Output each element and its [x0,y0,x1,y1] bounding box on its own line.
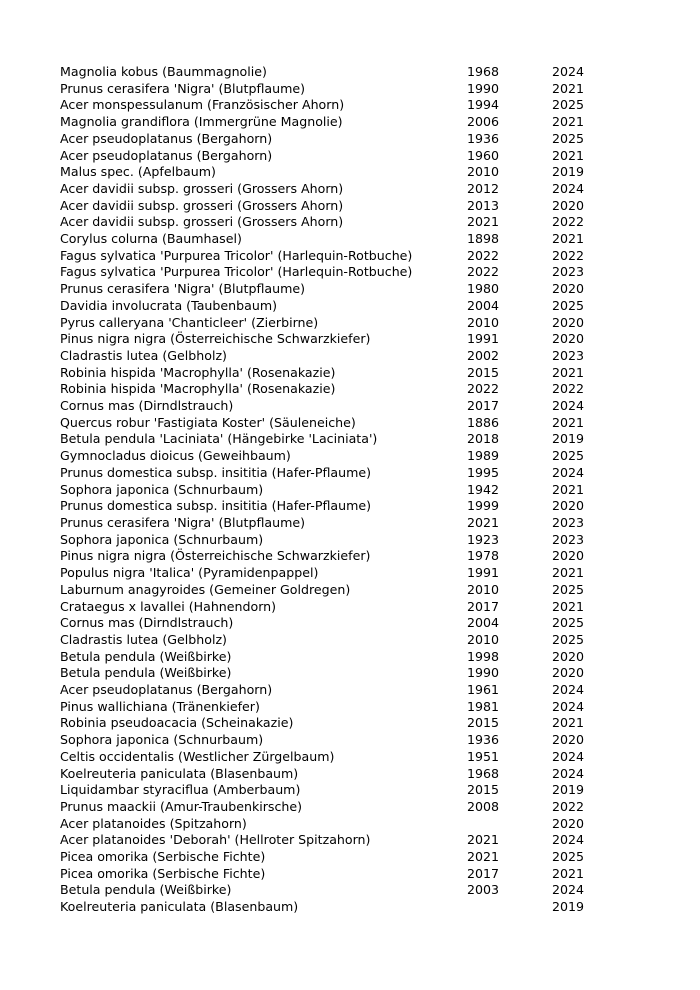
planted-year-cell: 2008 [467,798,500,814]
table-row [60,81,612,98]
recorded-year-cell: 2022 [552,798,585,814]
tree-name-cell: Sophora japonica (Schnurbaum) [60,531,264,547]
recorded-year-cell: 2021 [552,865,585,881]
tree-name-cell: Cornus mas (Dirndlstrauch) [60,615,234,631]
table-row [60,665,612,682]
recorded-year-cell: 2021 [552,114,585,130]
recorded-year-cell: 2020 [552,281,585,297]
planted-year-cell: 1968 [467,64,500,79]
recorded-year-cell: 2025 [552,448,585,464]
table-row [60,331,612,348]
planted-year-cell: 2021 [467,214,500,230]
recorded-year-cell: 2023 [552,514,585,530]
table-row [60,181,612,198]
table-row [60,131,612,148]
table-row [60,849,612,866]
planted-year-cell: 2010 [467,631,500,647]
table-row [60,281,612,298]
planted-year-cell: 2004 [467,297,500,313]
tree-name-cell: Acer pseudoplatanus (Bergahorn) [60,682,273,698]
recorded-year-cell: 2020 [552,665,585,681]
table-row [60,749,612,766]
recorded-year-cell: 2024 [552,682,585,698]
tree-name-cell: Populus nigra 'Italica' (Pyramidenpappel) [60,565,319,581]
planted-year-cell: 2010 [467,164,500,180]
planted-year-cell: 2015 [467,782,500,798]
table-row [60,164,612,181]
planted-year-cell: 2012 [467,180,500,196]
recorded-year-cell: 2024 [552,882,585,898]
table-row [60,565,612,582]
recorded-year-cell: 2024 [552,832,585,848]
table-row [60,298,612,315]
planted-year-cell: 1936 [467,732,500,748]
recorded-year-cell: 2020 [552,331,585,347]
table-row [60,515,612,532]
table-row [60,97,612,114]
recorded-year-cell: 2025 [552,631,585,647]
tree-name-cell: Malus spec. (Apfelbaum) [60,164,216,180]
planted-year-cell: 2021 [467,832,500,848]
planted-year-cell: 1991 [467,565,500,581]
table-row [60,782,612,799]
table-row [60,365,612,382]
tree-name-cell: Pinus nigra nigra (Österreichische Schwarzkiefer) [60,548,371,564]
recorded-year-cell: 2024 [552,464,585,480]
tree-name-cell: Celtis occidentalis (Westlicher Zürgelbaum) [60,748,335,764]
table-row [60,615,612,632]
planted-year-cell: 1978 [467,548,500,564]
recorded-year-cell: 2021 [552,147,585,163]
table-row [60,348,612,365]
tree-name-cell: Robinia hispida 'Macrophylla' (Rosenakazie) [60,364,336,380]
tree-name-cell: Prunus maackii (Amur-Traubenkirsche) [60,798,303,814]
planted-year-cell: 1960 [467,147,500,163]
table-row [60,381,612,398]
table-row [60,832,612,849]
recorded-year-cell: 2021 [552,364,585,380]
table-row [60,482,612,499]
tree-name-cell: Acer platanoides (Spitzahorn) [60,815,247,831]
tree-name-cell: Pinus wallichiana (Tränenkiefer) [60,698,260,714]
planted-year-cell: 2002 [467,347,500,363]
planted-year-cell: 1898 [467,231,500,247]
planted-year-cell: 2021 [467,514,500,530]
tree-name-cell: Prunus cerasifera 'Nigra' (Blutpflaume) [60,514,306,530]
planted-year-cell: 1968 [467,765,500,781]
table-row [60,148,612,165]
table-row [60,114,612,131]
planted-year-cell [467,816,552,833]
table-row [60,315,612,332]
planted-year-cell: 2018 [467,431,500,447]
tree-name-cell: Koelreuteria paniculata (Blasenbaum) [60,899,299,915]
planted-year-cell: 2022 [467,247,500,263]
table-row [60,882,612,899]
planted-year-cell: 1980 [467,281,500,297]
planted-year-cell: 1936 [467,130,500,146]
recorded-year-cell: 2024 [552,765,585,781]
tree-name-cell: Cladrastis lutea (Gelbholz) [60,631,227,647]
recorded-year-cell: 2021 [552,231,585,247]
table-row [60,64,612,81]
table-row [60,599,612,616]
tree-name-cell: Pinus nigra nigra (Österreichische Schwarzkiefer) [60,331,371,347]
tree-name-cell: Pyrus calleryana 'Chanticleer' (Zierbirne) [60,314,319,330]
tree-name-cell: Sophora japonica (Schnurbaum) [60,481,264,497]
planted-year-cell: 1998 [467,648,500,664]
table-row [60,899,612,916]
planted-year-cell: 1981 [467,698,500,714]
recorded-year-cell: 2020 [552,648,585,664]
recorded-year-cell: 2019 [552,431,585,447]
planted-year-cell: 1942 [467,481,500,497]
planted-year-cell: 1951 [467,748,500,764]
recorded-year-cell: 2020 [552,197,585,213]
planted-year-cell: 1961 [467,682,500,698]
recorded-year-cell: 2024 [552,748,585,764]
recorded-year-cell: 2022 [552,381,585,397]
recorded-year-cell: 2024 [552,64,585,79]
tree-name-cell: Acer pseudoplatanus (Bergahorn) [60,147,273,163]
recorded-year-cell: 2024 [552,180,585,196]
tree-name-cell: Betula pendula (Weißbirke) [60,882,232,898]
tree-name-cell: Acer monspessulanum (Französischer Ahorn) [60,97,345,113]
tree-name-cell: Fagus sylvatica 'Purpurea Tricolor' (Harlequin-Rotbuche) [60,247,413,263]
tree-name-cell: Acer davidii subsp. grosseri (Grossers Ahorn) [60,180,344,196]
planted-year-cell: 1999 [467,498,500,514]
recorded-year-cell: 2024 [552,698,585,714]
table-row [60,682,612,699]
recorded-year-cell: 2025 [552,615,585,631]
recorded-year-cell: 2020 [552,548,585,564]
tree-name-cell: Gymnocladus dioicus (Geweihbaum) [60,448,291,464]
tree-name-cell: Betula pendula (Weißbirke) [60,648,232,664]
tree-name-cell: Prunus cerasifera 'Nigra' (Blutpflaume) [60,80,306,96]
recorded-year-cell: 2020 [552,732,585,748]
recorded-year-cell: 2025 [552,297,585,313]
tree-name-cell: Picea omorika (Serbische Fichte) [60,865,266,881]
table-row [60,398,612,415]
planted-year-cell: 2021 [467,849,500,865]
table-row [60,198,612,215]
recorded-year-cell: 2024 [552,398,585,414]
planted-year-cell: 1994 [467,97,500,113]
table-row [60,816,612,833]
tree-name-cell: Prunus cerasifera 'Nigra' (Blutpflaume) [60,281,306,297]
planted-year-cell: 2006 [467,114,500,130]
table-row [60,866,612,883]
recorded-year-cell: 2019 [552,899,585,915]
tree-name-cell: Prunus domestica subsp. insititia (Hafer-Pflaume) [60,498,372,514]
table-row [60,264,612,281]
tree-name-cell: Corylus colurna (Baumhasel) [60,231,242,247]
recorded-year-cell: 2021 [552,414,585,430]
planted-year-cell: 2010 [467,314,500,330]
recorded-year-cell: 2020 [552,815,585,831]
tree-name-cell: Acer davidii subsp. grosseri (Grossers Ahorn) [60,214,344,230]
table-row [60,431,612,448]
planted-year-cell: 1995 [467,464,500,480]
table-row [60,732,612,749]
table-row [60,532,612,549]
planted-year-cell: 1990 [467,665,500,681]
planted-year-cell: 2022 [467,381,500,397]
planted-year-cell: 2003 [467,882,500,898]
tree-name-cell: Quercus robur 'Fastigiata Koster' (Säuleneiche) [60,414,356,430]
planted-year-cell: 2004 [467,615,500,631]
recorded-year-cell: 2023 [552,531,585,547]
tree-name-cell: Laburnum anagyroides (Gemeiner Goldregen) [60,581,351,597]
table-row [60,582,612,599]
recorded-year-cell: 2021 [552,565,585,581]
planted-year-cell: 2017 [467,598,500,614]
recorded-year-cell: 2021 [552,481,585,497]
recorded-year-cell: 2025 [552,581,585,597]
table-row [60,699,612,716]
tree-name-cell: Picea omorika (Serbische Fichte) [60,849,266,865]
tree-name-cell: Fagus sylvatica 'Purpurea Tricolor' (Harlequin-Rotbuche) [60,264,413,280]
tree-name-cell: Betula pendula 'Laciniata' (Hängebirke 'Laciniata') [60,431,378,447]
recorded-year-cell: 2021 [552,80,585,96]
tree-name-cell: Crataegus x lavallei (Hahnendorn) [60,598,277,614]
tree-name-cell: Prunus domestica subsp. insititia (Hafer-Pflaume) [60,464,372,480]
tree-list-body [60,64,612,916]
tree-name-cell: Magnolia kobus (Baummagnolie) [60,64,267,79]
table-row [60,248,612,265]
table-row [60,799,612,816]
recorded-year-cell: 2022 [552,214,585,230]
tree-name-cell: Robinia pseudoacacia (Scheinakazie) [60,715,294,731]
tree-name-cell: Liquidambar styraciflua (Amberbaum) [60,782,301,798]
table-row [60,715,612,732]
planted-year-cell: 2017 [467,398,500,414]
planted-year-cell: 1991 [467,331,500,347]
recorded-year-cell: 2023 [552,347,585,363]
planted-year-cell: 1923 [467,531,500,547]
recorded-year-cell: 2019 [552,782,585,798]
tree-name-cell: Acer davidii subsp. grosseri (Grossers Ahorn) [60,197,344,213]
tree-name-cell: Acer pseudoplatanus (Bergahorn) [60,130,273,146]
planted-year-cell: 2015 [467,364,500,380]
table-row [60,448,612,465]
recorded-year-cell: 2021 [552,598,585,614]
recorded-year-cell: 2020 [552,314,585,330]
table-row [60,498,612,515]
recorded-year-cell: 2021 [552,715,585,731]
tree-name-cell: Acer platanoides 'Deborah' (Hellroter Spitzahorn) [60,832,371,848]
table-row [60,465,612,482]
tree-list-table [60,64,612,916]
planted-year-cell: 2013 [467,197,500,213]
recorded-year-cell: 2023 [552,264,585,280]
planted-year-cell: 2015 [467,715,500,731]
tree-name-cell: Sophora japonica (Schnurbaum) [60,732,264,748]
recorded-year-cell: 2025 [552,130,585,146]
recorded-year-cell: 2025 [552,849,585,865]
planted-year-cell: 2010 [467,581,500,597]
table-row [60,415,612,432]
recorded-year-cell: 2019 [552,164,585,180]
table-row [60,632,612,649]
recorded-year-cell: 2025 [552,97,585,113]
planted-year-cell [467,899,552,916]
tree-name-cell: Koelreuteria paniculata (Blasenbaum) [60,765,299,781]
tree-name-cell: Magnolia grandiflora (Immergrüne Magnolie) [60,114,343,130]
table-row [60,548,612,565]
tree-name-cell: Cornus mas (Dirndlstrauch) [60,398,234,414]
tree-name-cell: Robinia hispida 'Macrophylla' (Rosenakazie) [60,381,336,397]
planted-year-cell: 1990 [467,80,500,96]
tree-name-cell: Davidia involucrata (Taubenbaum) [60,297,277,313]
table-row [60,231,612,248]
planted-year-cell: 2017 [467,865,500,881]
recorded-year-cell: 2020 [552,498,585,514]
planted-year-cell: 2022 [467,264,500,280]
table-row [60,766,612,783]
recorded-year-cell: 2022 [552,247,585,263]
tree-name-cell: Betula pendula (Weißbirke) [60,665,232,681]
tree-name-cell: Cladrastis lutea (Gelbholz) [60,347,227,363]
table-row [60,649,612,666]
planted-year-cell: 1886 [467,414,500,430]
planted-year-cell: 1989 [467,448,500,464]
table-row [60,214,612,231]
